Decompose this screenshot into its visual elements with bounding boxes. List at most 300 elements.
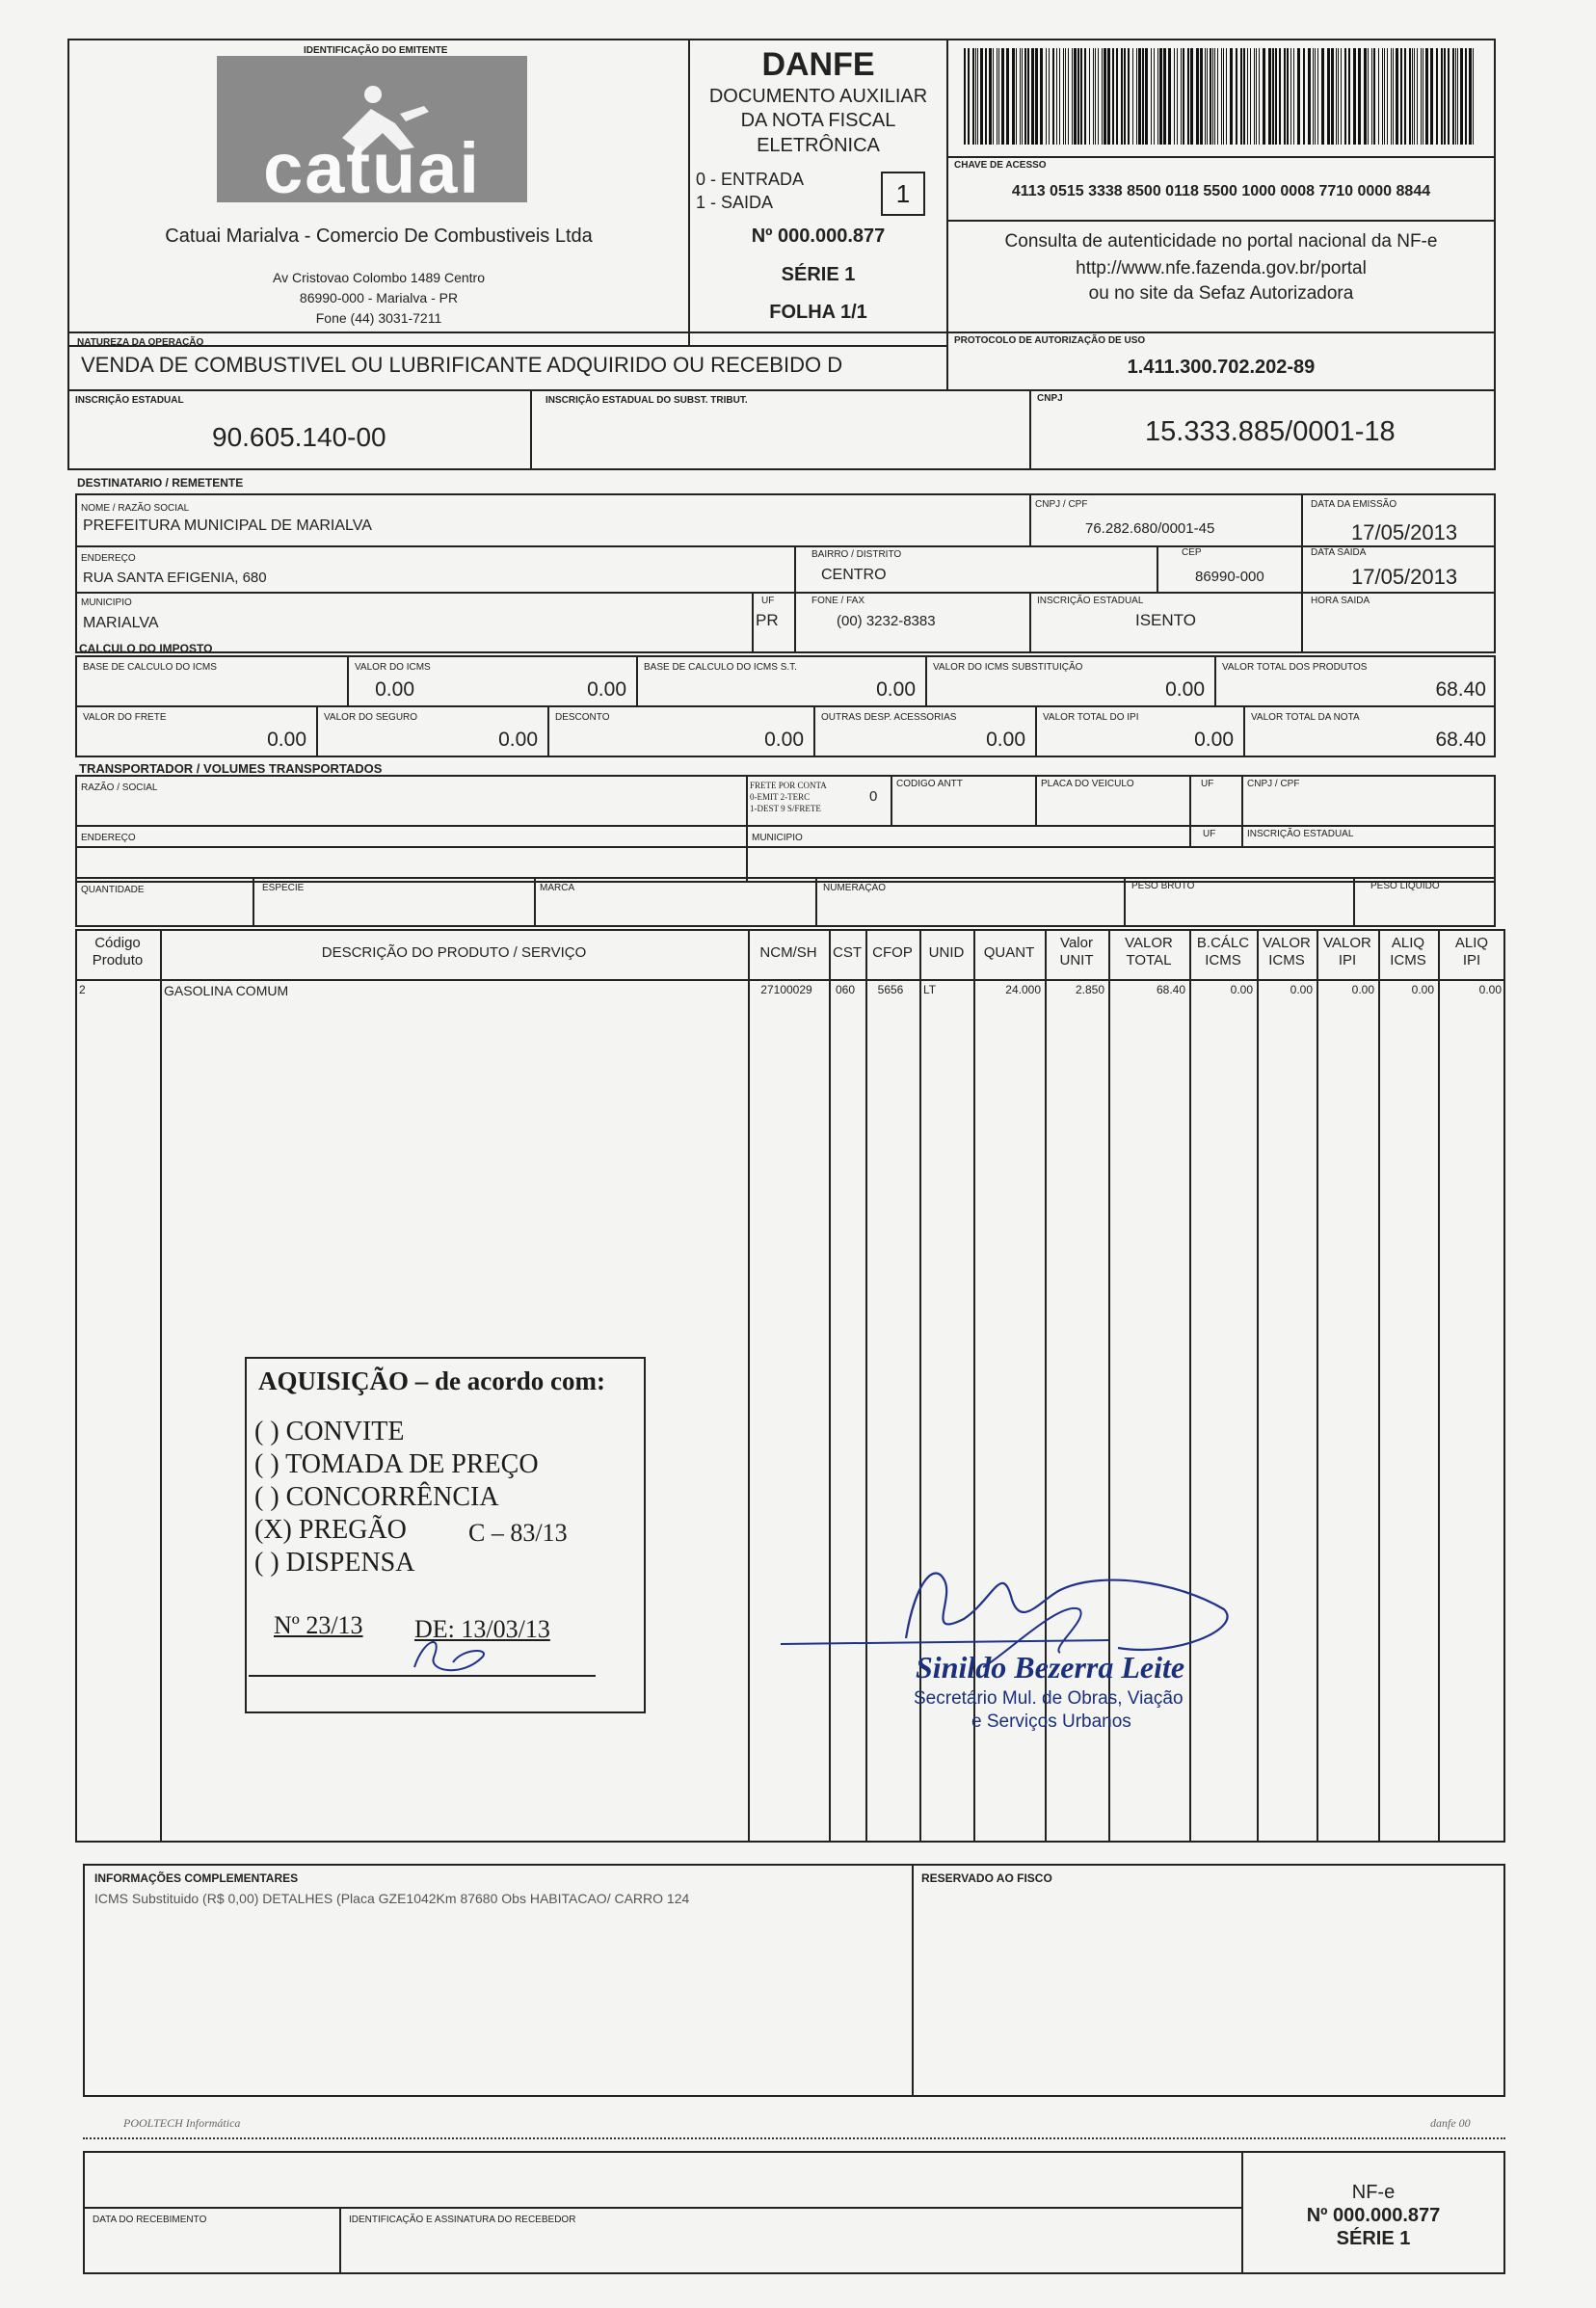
imposto-label: BASE DE CALCULO DO ICMS S.T.: [644, 662, 797, 673]
barcode-bar: [1412, 48, 1413, 145]
barcode-bar: [1046, 48, 1047, 145]
barcode-bar: [989, 48, 992, 145]
canhoto-nfe: NF-e: [1351, 2182, 1396, 2203]
col-header-bcalc-line: B.CÁLC: [1196, 935, 1250, 951]
barcode-bar: [1263, 48, 1265, 145]
barcode-bar: [1200, 48, 1203, 145]
barcode-bar: [1116, 48, 1118, 145]
barcode-bar: [1128, 48, 1130, 145]
col-header-vipi-line: VALOR: [1323, 935, 1371, 951]
dest-municipio: MARIALVA: [83, 615, 159, 631]
signer-role-1: Secretário Mul. de Obras, Viação: [914, 1688, 1184, 1709]
barcode-bar: [1268, 48, 1271, 145]
barcode-bar: [1154, 48, 1155, 145]
barcode-bar: [993, 48, 994, 145]
barcode-bar: [1210, 48, 1211, 145]
col-header-vunit-line: UNIT: [1059, 952, 1094, 968]
chave-value[interactable]: 4113 0515 3338 8500 0118 5500 1000 0008 7710 0000 8844: [1011, 183, 1431, 199]
barcode-bar: [1455, 48, 1456, 145]
vol-quantidade-label: QUANTIDADE: [81, 885, 145, 895]
stamp-opt-concorrencia: ( ) CONCORRÊNCIA: [254, 1482, 499, 1512]
barcode-bar: [1142, 48, 1144, 145]
dest-emissao-label: DATA DA EMISSÃO: [1311, 499, 1397, 510]
barcode-bar: [1177, 48, 1178, 145]
col-header-vipi: [1317, 935, 1378, 969]
barcode-bar: [1016, 48, 1017, 145]
canhoto-data-label: DATA DO RECEBIMENTO: [93, 2215, 207, 2225]
stamp-opt-dispensa: ( ) DISPENSA: [254, 1548, 415, 1578]
barcode-bar: [1012, 48, 1015, 145]
info-comp-text: ICMS Substituido (R$ 0,00) DETALHES (Placa GZE1042Km 87680 Obs HABITACAO/ CARRO 124: [94, 1891, 690, 1906]
imposto-value: 0.00: [1165, 678, 1205, 701]
barcode-bar: [1425, 48, 1428, 145]
dest-nome-label: NOME / RAZÃO SOCIAL: [81, 503, 190, 514]
barcode-bar: [1327, 48, 1330, 145]
barcode-bar: [1207, 48, 1208, 145]
col-header-bcalc: [1189, 935, 1257, 969]
signer-name: Sinildo Bezerra Leite: [916, 1650, 1185, 1685]
barcode-bar: [1247, 48, 1248, 145]
barcode-bar: [1387, 48, 1388, 145]
col-header-aicms: [1378, 935, 1438, 969]
cell-ncm: 27100029: [760, 983, 812, 996]
col-header-codigo: [75, 935, 160, 969]
barcode-bar: [1168, 48, 1171, 145]
barcode-bar: [1181, 48, 1182, 145]
barcode-bar: [1396, 48, 1398, 145]
barcode-bar: [1368, 48, 1369, 145]
ie-label: INSCRIÇÃO ESTADUAL: [75, 395, 184, 406]
barcode-bar: [1240, 48, 1242, 145]
barcode-bar: [1138, 48, 1141, 145]
barcode-bar: [1072, 48, 1073, 145]
barcode-bar: [1272, 48, 1274, 145]
barcode-bar: [1331, 48, 1334, 145]
danfe-serie: SÉRIE 1: [781, 264, 856, 285]
barcode-bar: [1027, 48, 1029, 145]
col-header-quant-line: QUANT: [983, 944, 1035, 961]
imposto-value: 0.00: [498, 729, 538, 751]
barcode-bar: [1430, 48, 1433, 145]
barcode-bar: [1414, 48, 1415, 145]
imposto-value: 68.40: [1435, 729, 1486, 751]
barcode-bar: [1121, 48, 1123, 145]
col-header-aicms-line: ICMS: [1390, 952, 1426, 968]
barcode-bar: [1112, 48, 1114, 145]
barcode-bar: [1214, 48, 1215, 145]
barcode-bar: [977, 48, 978, 145]
barcode-bar: [1205, 48, 1206, 145]
col-header-vipi-line: IPI: [1338, 952, 1357, 968]
barcode-bar: [1409, 48, 1411, 145]
barcode-bar: [998, 48, 999, 145]
vol-numeracao-label: NUMERAÇÃO: [823, 883, 887, 893]
tr-cnpj-label: CNPJ / CPF: [1247, 779, 1300, 789]
col-header-descricao: [160, 944, 748, 962]
cell-quant: 24.000: [1005, 983, 1041, 996]
barcode-bar: [1080, 48, 1082, 145]
tr-frete-label-3: 1-DEST 9 S/FRETE: [750, 804, 821, 813]
barcode-bar: [1384, 48, 1385, 145]
danfe-subtitle-1: DOCUMENTO AUXILIAR: [708, 86, 928, 107]
barcode-bar: [1151, 48, 1152, 145]
barcode-bar: [1074, 48, 1077, 145]
imposto-value: 0.00: [986, 729, 1025, 751]
barcode-bar: [1065, 48, 1066, 145]
imposto-value: 0.00: [876, 678, 916, 701]
barcode-bar: [1107, 48, 1110, 145]
signer-role-2: e Serviços Urbanos: [971, 1711, 1131, 1732]
vol-especie-label: ESPECIE: [262, 883, 305, 893]
vol-peso-liquido-label: PESO LIQUIDO: [1370, 881, 1440, 891]
emitente-address2: 86990-000 - Marialva - PR: [299, 290, 459, 305]
danfe-title: DANFE: [761, 46, 875, 83]
barcode-bar: [1344, 48, 1346, 145]
barcode-bar: [1436, 48, 1438, 145]
col-header-quant: [973, 944, 1045, 962]
col-header-ncm-line: NCM/SH: [759, 944, 817, 961]
barcode-bar: [1104, 48, 1106, 145]
col-header-vtotal-line: TOTAL: [1126, 952, 1172, 968]
dest-uf-label: UF: [761, 596, 775, 606]
barcode-bar: [1031, 48, 1034, 145]
imposto-section: CALCULO DO IMPOSTO: [79, 642, 213, 655]
tr-municipio-label: MUNICIPIO: [752, 833, 803, 843]
col-header-cfop-line: CFOP: [872, 944, 913, 961]
barcode-bar: [1290, 48, 1291, 145]
col-header-ncm: [748, 944, 829, 962]
barcode-bar: [1448, 48, 1450, 145]
canhoto-numero: Nº 000.000.877: [1306, 2205, 1441, 2226]
barcode-bar: [1321, 48, 1324, 145]
dest-cep: 86990-000: [1195, 569, 1264, 585]
barcode-bar: [968, 48, 970, 145]
barcode-bar: [1157, 48, 1158, 145]
ie-value: 90.605.140-00: [212, 422, 386, 452]
cell-vicms: 0.00: [1290, 983, 1313, 996]
barcode-bar: [1393, 48, 1394, 145]
dest-cnpj: 76.282.680/0001-45: [1085, 520, 1215, 537]
imposto-value: 0.00: [267, 729, 306, 751]
logo-text: catuai: [263, 128, 481, 208]
barcode-bar: [1293, 48, 1294, 145]
cell-aipi: 0.00: [1478, 983, 1502, 996]
barcode-bar: [1400, 48, 1402, 145]
stamp-pregao-num: C – 83/13: [468, 1519, 568, 1547]
protocolo-value: 1.411.300.702.202-89: [1127, 357, 1316, 378]
dest-fone-label: FONE / FAX: [811, 596, 865, 606]
barcode-bar: [985, 48, 987, 145]
danfe-subtitle-2: DA NOTA FISCAL: [740, 110, 896, 131]
company-logo: [217, 56, 527, 208]
barcode-bar: [1163, 48, 1166, 145]
col-header-vicms-line: ICMS: [1268, 952, 1305, 968]
tr-uf-label: UF: [1201, 779, 1214, 789]
dest-ie-label: INSCRIÇÃO ESTADUAL: [1037, 596, 1144, 606]
col-header-descricao-line: DESCRIÇÃO DO PRODUTO / SERVIÇO: [321, 944, 587, 961]
barcode-bar: [1287, 48, 1289, 145]
barcode-bar: [1465, 48, 1467, 145]
barcode-bar: [1077, 48, 1079, 145]
vol-peso-bruto-label: PESO BRUTO: [1131, 881, 1195, 891]
barcode-bar: [1297, 48, 1300, 145]
emitente-address1: Av Cristovao Colombo 1489 Centro: [273, 270, 485, 285]
stamp-opt-pregao: (X) PREGÃO: [254, 1515, 407, 1545]
barcode-bar: [1303, 48, 1305, 145]
tr-razao-label: RAZÃO / SOCIAL: [81, 783, 158, 793]
col-header-vunit: [1045, 935, 1108, 969]
emitente-name: Catuai Marialva - Comercio De Combustiveis Ltda: [165, 225, 593, 247]
dest-emissao: 17/05/2013: [1351, 520, 1458, 544]
col-header-bcalc-line: ICMS: [1205, 952, 1241, 968]
dest-uf: PR: [756, 611, 779, 629]
barcode-bar: [1364, 48, 1367, 145]
danfe-folha: FOLHA 1/1: [769, 302, 867, 323]
barcode-bar: [975, 48, 976, 145]
barcode-bar: [1315, 48, 1316, 145]
tr-uf2-label: UF: [1203, 829, 1216, 839]
dest-bairro: CENTRO: [821, 567, 887, 583]
barcode-bar: [1358, 48, 1361, 145]
dest-fone: (00) 3232-8383: [837, 613, 936, 629]
tr-placa-label: PLACA DO VEICULO: [1041, 779, 1134, 789]
danfe-tipo-box: 1: [881, 172, 925, 216]
barcode-bar: [1022, 48, 1023, 145]
dest-ie: ISENTO: [1135, 611, 1196, 629]
imposto-value: 0.00: [764, 729, 804, 751]
canhoto-serie: SÉRIE 1: [1336, 2228, 1411, 2249]
consulta-line1: Consulta de autenticidade no portal nacional da NF-e: [1004, 231, 1438, 252]
barcode-bar: [1236, 48, 1237, 145]
barcode-bar: [1473, 48, 1474, 145]
barcode-bar: [1145, 48, 1148, 145]
protocolo-label: PROTOCOLO DE AUTORIZAÇÃO DE USO: [954, 335, 1146, 346]
barcode-bar: [1341, 48, 1342, 145]
imposto-label: VALOR TOTAL DO IPI: [1043, 712, 1139, 723]
imposto-value: 68.40: [1435, 678, 1486, 701]
barcode-bar: [1006, 48, 1009, 145]
barcode-bar: [1095, 48, 1096, 145]
barcode-bar: [1102, 48, 1103, 145]
col-header-aipi-line: IPI: [1462, 952, 1481, 968]
col-header-aicms-line: ALIQ: [1391, 935, 1425, 951]
barcode-bar: [1223, 48, 1224, 145]
barcode-bar: [1124, 48, 1126, 145]
barcode-bar: [964, 48, 966, 145]
dest-nome: PREFEITURA MUNICIPAL DE MARIALVA: [83, 517, 372, 534]
chave-label: CHAVE DE ACESSO: [954, 160, 1047, 171]
cell-cst: 060: [835, 983, 856, 996]
barcode-bar: [1336, 48, 1337, 145]
barcode-bar: [1059, 48, 1060, 145]
col-header-vtotal: [1108, 935, 1189, 969]
barcode-bar: [1132, 48, 1133, 145]
barcode-bar: [1001, 48, 1004, 145]
barcode-bar: [1404, 48, 1406, 145]
barcode-bar: [1230, 48, 1233, 145]
barcode-bar: [1040, 48, 1043, 145]
barcode-bar: [1098, 48, 1099, 145]
danfe-numero: Nº 000.000.877: [751, 225, 886, 247]
imposto-label: VALOR DO FRETE: [83, 712, 167, 723]
dest-endereco-label: ENDEREÇO: [81, 553, 136, 564]
cell-unid: LT: [923, 983, 937, 996]
transportador-section: TRANSPORTADOR / VOLUMES TRANSPORTADOS: [79, 761, 383, 776]
stamp-title: AQUISIÇÃO – de acordo com:: [258, 1366, 605, 1395]
natureza-label: NATUREZA DA OPERAÇÃO: [77, 337, 204, 348]
barcode-bar: [1259, 48, 1260, 145]
tr-antt-label: CODIGO ANTT: [896, 779, 963, 789]
consulta-line2[interactable]: http://www.nfe.fazenda.gov.br/portal: [1076, 258, 1367, 279]
barcode-bar: [1317, 48, 1318, 145]
stamp-data: DE: 13/03/13: [414, 1615, 550, 1643]
consulta-line3: ou no site da Sefaz Autorizadora: [1088, 283, 1354, 304]
imposto-value: 0.00: [375, 678, 414, 701]
tr-frete-label-2: 0-EMIT 2-TERC: [750, 792, 811, 802]
cut-line: [83, 2137, 1505, 2139]
emitente-label: IDENTIFICAÇÃO DO EMITENTE: [304, 45, 448, 56]
barcode-bar: [1020, 48, 1021, 145]
dest-cep-label: CEP: [1182, 547, 1202, 558]
dest-hora-label: HORA SAIDA: [1311, 596, 1370, 606]
barcode-bar: [1275, 48, 1277, 145]
barcode-bar: [1338, 48, 1339, 145]
imposto-value: 0.00: [587, 678, 626, 701]
barcode-bar: [1250, 48, 1251, 145]
barcode-bar: [1284, 48, 1286, 145]
barcode-bar: [1212, 48, 1213, 145]
stamp-initials-signature: [405, 1629, 501, 1686]
barcode-bar: [1024, 48, 1026, 145]
imposto-label: DESCONTO: [555, 712, 610, 723]
cnpj-label: CNPJ: [1037, 393, 1063, 404]
dest-endereco: RUA SANTA EFIGENIA, 680: [83, 570, 267, 586]
cell-descricao: GASOLINA COMUM: [164, 983, 289, 998]
barcode-bar: [1217, 48, 1218, 145]
canhoto-ident-label: IDENTIFICAÇÃO E ASSINATURA DO RECEBEDOR: [349, 2215, 576, 2225]
stamp-opt-convite: ( ) CONVITE: [254, 1417, 405, 1446]
barcode-bar: [1063, 48, 1064, 145]
vol-marca-label: MARCA: [540, 883, 575, 893]
cnpj-value: 15.333.885/0001-18: [1145, 416, 1396, 447]
barcode-bar: [1187, 48, 1189, 145]
barcode-bar: [1049, 48, 1050, 145]
barcode-bar: [1174, 48, 1175, 145]
cell-bcalc: 0.00: [1230, 983, 1253, 996]
imposto-value: 0.00: [1194, 729, 1234, 751]
barcode-bar: [1308, 48, 1311, 145]
col-header-vicms-line: VALOR: [1263, 935, 1311, 951]
stamp-opt-tomada: ( ) TOMADA DE PREÇO: [254, 1449, 539, 1479]
barcode-bar: [1279, 48, 1281, 145]
barcode-bar: [1084, 48, 1086, 145]
imposto-label: VALOR DO ICMS: [355, 662, 431, 673]
barcode-bar: [972, 48, 974, 145]
tr-frete-value: 0: [869, 788, 878, 805]
dest-cnpj-label: CNPJ / CPF: [1035, 499, 1088, 510]
cell-vipi: 0.00: [1351, 983, 1374, 996]
danfe-entrada: 0 - ENTRADA: [696, 170, 805, 189]
barcode-bar: [1221, 48, 1222, 145]
barcode-bar: [997, 48, 998, 145]
destinatario-section: DESTINATARIO / REMETENTE: [77, 476, 244, 490]
barcode-bar: [1183, 48, 1184, 145]
col-header-aipi: [1438, 935, 1505, 969]
barcode-bar: [1136, 48, 1137, 145]
dest-saida-label: DATA SAIDA: [1311, 547, 1367, 558]
col-header-unid: [919, 944, 973, 962]
barcode-bar: [1378, 48, 1379, 145]
danfe-saida: 1 - SAIDA: [696, 193, 774, 212]
barcode-bar: [1421, 48, 1422, 145]
col-header-vtotal-line: VALOR: [1125, 935, 1173, 951]
tr-endereco-label: ENDEREÇO: [81, 833, 136, 843]
barcode-bar: [1348, 48, 1350, 145]
barcode-bar: [1452, 48, 1454, 145]
danfe-subtitle-3: ELETRÔNICA: [757, 135, 880, 156]
barcode-bar: [1035, 48, 1038, 145]
imposto-label: VALOR DO SEGURO: [324, 712, 418, 723]
barcode: [964, 48, 1478, 145]
barcode-bar: [980, 48, 983, 145]
stamp-numero: Nº 23/13: [274, 1611, 363, 1639]
natureza-value: VENDA DE COMBUSTIVEL OU LUBRIFICANTE ADQUIRIDO OU RECEBIDO D: [81, 353, 843, 377]
barcode-bar: [1068, 48, 1069, 145]
barcode-bar: [1441, 48, 1443, 145]
info-fisco-label: RESERVADO AO FISCO: [921, 1871, 1052, 1885]
barcode-bar: [1444, 48, 1446, 145]
dest-saida: 17/05/2013: [1351, 565, 1458, 589]
cell-cfop: 5656: [877, 983, 904, 996]
cell-aicms: 0.00: [1411, 983, 1434, 996]
barcode-bar: [1469, 48, 1472, 145]
emitente-phone: Fone (44) 3031-7211: [315, 310, 442, 326]
barcode-bar: [1460, 48, 1463, 145]
barcode-bar: [1159, 48, 1162, 145]
barcode-bar: [1056, 48, 1057, 145]
tr-ie-label: INSCRIÇÃO ESTADUAL: [1247, 829, 1354, 839]
col-header-vicms: [1257, 935, 1317, 969]
col-header-unid-line: UNID: [928, 944, 965, 961]
barcode-bar: [1353, 48, 1356, 145]
imposto-label: OUTRAS DESP. ACESSORIAS: [821, 712, 957, 723]
col-header-cst: [829, 944, 865, 962]
barcode-bar: [1373, 48, 1375, 145]
barcode-bar: [1093, 48, 1094, 145]
info-comp-label: INFORMAÇÕES COMPLEMENTARES: [94, 1871, 299, 1885]
imposto-label: VALOR DO ICMS SUBSTITUIÇÃO: [933, 662, 1083, 673]
cell-codigo: 2: [79, 983, 86, 996]
barcode-bar: [1382, 48, 1383, 145]
col-header-codigo-line: Código: [94, 935, 141, 951]
dest-bairro-label: BAIRRO / DISTRITO: [811, 549, 902, 560]
barcode-bar: [1243, 48, 1245, 145]
footer-danfe: danfe 00: [1430, 2116, 1471, 2130]
barcode-bar: [1313, 48, 1314, 145]
col-header-cfop: [865, 944, 919, 962]
barcode-bar: [1417, 48, 1418, 145]
barcode-bar: [1196, 48, 1199, 145]
cell-vunit: 2.850: [1075, 983, 1104, 996]
barcode-bar: [1256, 48, 1257, 145]
cell-vtotal: 68.40: [1156, 983, 1185, 996]
barcode-bar: [1457, 48, 1458, 145]
barcode-bar: [1254, 48, 1255, 145]
barcode-bar: [1089, 48, 1090, 145]
col-header-cst-line: CST: [833, 944, 862, 961]
imposto-label: BASE DE CALCULO DO ICMS: [83, 662, 217, 673]
imposto-label: VALOR TOTAL DA NOTA: [1251, 712, 1360, 723]
